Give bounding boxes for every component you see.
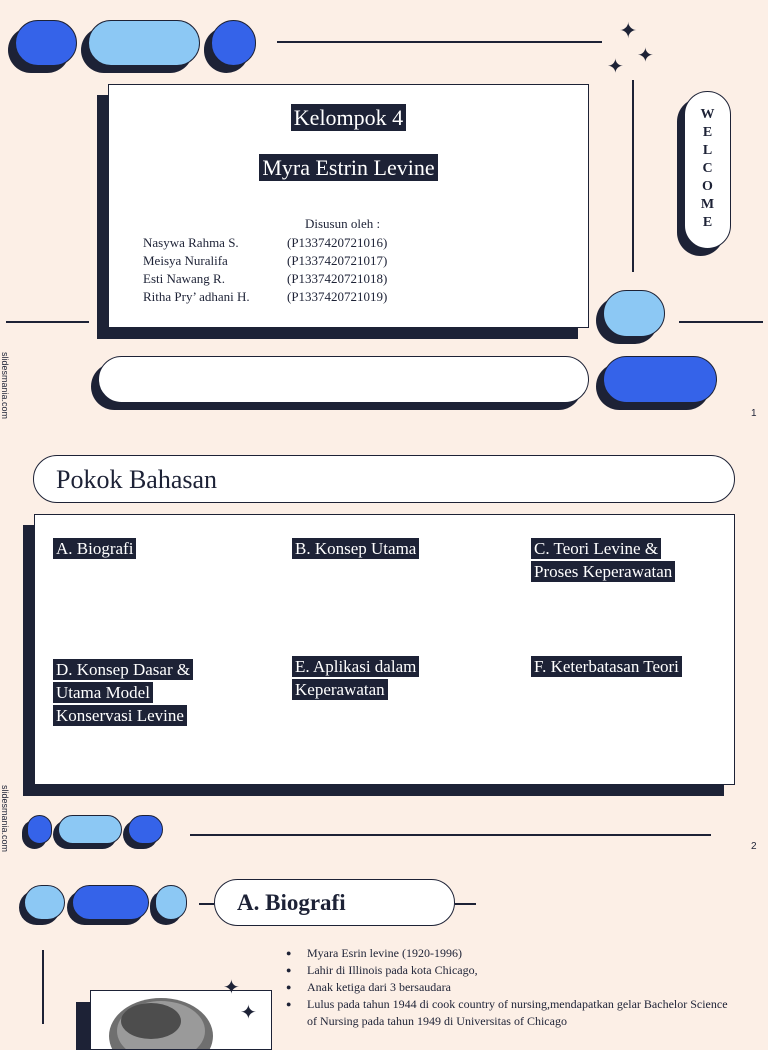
decor-pill-blue xyxy=(211,20,256,66)
decor-pill-blue xyxy=(128,815,163,844)
decor-pill-light xyxy=(58,815,122,844)
topics-card xyxy=(34,514,735,785)
presentation-subtitle: Myra Estrin Levine xyxy=(259,154,437,181)
composed-by-label: Disusun oleh : xyxy=(305,216,381,231)
welcome-letter: W xyxy=(700,107,715,122)
member-name: Esti Nawang R. xyxy=(143,271,225,286)
topic-item[interactable]: D. Konsep Dasar & Utama Model Konservasi Levine xyxy=(53,659,193,726)
topic-item[interactable]: C. Teori Levine & Proses Keperawatan xyxy=(531,538,675,582)
member-row xyxy=(143,252,387,270)
decor-line xyxy=(6,321,89,323)
decor-pill-white xyxy=(98,356,589,403)
decor-line xyxy=(199,903,214,905)
member-row xyxy=(143,270,387,288)
decor-line xyxy=(632,80,634,272)
title-card xyxy=(108,84,589,328)
section-title-pill xyxy=(33,455,735,503)
sparkle-star-icon: ✦ xyxy=(619,18,638,43)
member-row xyxy=(143,288,387,306)
member-id: (P1337420721018) xyxy=(287,271,388,286)
member-name: Meisya Nuralifa xyxy=(143,253,228,268)
member-list xyxy=(143,234,387,306)
decor-pill-blue xyxy=(15,20,77,66)
decor-pill-blue xyxy=(72,885,149,920)
welcome-badge xyxy=(684,91,731,249)
biography-item: ● Anak ketiga dari 3 bersaudara xyxy=(286,979,736,996)
biography-item: ● Lahir di Illinois pada kota Chicago, xyxy=(286,962,736,979)
decor-pill-blue xyxy=(603,356,717,403)
decor-pill-light xyxy=(603,290,665,337)
decor-pill-light xyxy=(24,885,65,920)
member-row xyxy=(143,234,387,252)
biography-item: ● Lulus pada tahun 1944 di cook country of nursing,mendapatkan gelar Bachelor Science of Nursing pada tahun 1949 di Universitas of Chicago xyxy=(286,996,736,1030)
welcome-letter: O xyxy=(702,179,713,194)
welcome-letter: L xyxy=(702,143,713,158)
decor-pill-blue xyxy=(27,815,52,844)
section-title-pill xyxy=(214,879,455,926)
member-id: (P1337420721019) xyxy=(287,289,388,304)
page-number: 2 xyxy=(751,841,757,852)
decor-line xyxy=(190,834,711,836)
welcome-letter: C xyxy=(702,161,713,176)
section-title: A. Biografi xyxy=(237,890,346,915)
topic-item[interactable]: A. Biografi xyxy=(53,538,136,559)
sparkle-star-icon: ✦ xyxy=(637,45,654,67)
biography-list xyxy=(286,945,736,1030)
sparkle-star-icon: ✦ xyxy=(607,56,624,78)
decor-pill-light xyxy=(155,885,187,920)
watermark: slidesmania.com xyxy=(0,785,10,853)
welcome-letter: M xyxy=(700,197,715,212)
biography-item: ● Myara Esrin levine (1920-1996) xyxy=(286,945,736,962)
welcome-letter: E xyxy=(702,215,713,230)
topic-item[interactable]: E. Aplikasi dalam Keperawatan xyxy=(292,656,419,700)
topic-item[interactable]: F. Keterbatasan Teori xyxy=(531,656,682,677)
member-name: Ritha Pry’ adhani H. xyxy=(143,289,250,304)
topic-item[interactable]: B. Konsep Utama xyxy=(292,538,419,559)
page-number: 1 xyxy=(751,408,757,419)
member-id: (P1337420721017) xyxy=(287,253,388,268)
member-id: (P1337420721016) xyxy=(287,235,388,250)
welcome-letter: E xyxy=(702,125,713,140)
watermark: slidesmania.com xyxy=(0,352,10,420)
presentation-title: Kelompok 4 xyxy=(291,104,406,131)
sparkle-star-icon: ✦ xyxy=(240,1002,257,1024)
decor-line xyxy=(277,41,602,43)
section-title: Pokok Bahasan xyxy=(56,465,218,494)
decor-pill-light xyxy=(88,20,200,66)
decor-line xyxy=(42,950,44,1024)
member-name: Nasywa Rahma S. xyxy=(143,235,239,250)
decor-line xyxy=(455,903,476,905)
decor-line xyxy=(679,321,763,323)
sparkle-star-icon: ✦ xyxy=(223,977,240,999)
